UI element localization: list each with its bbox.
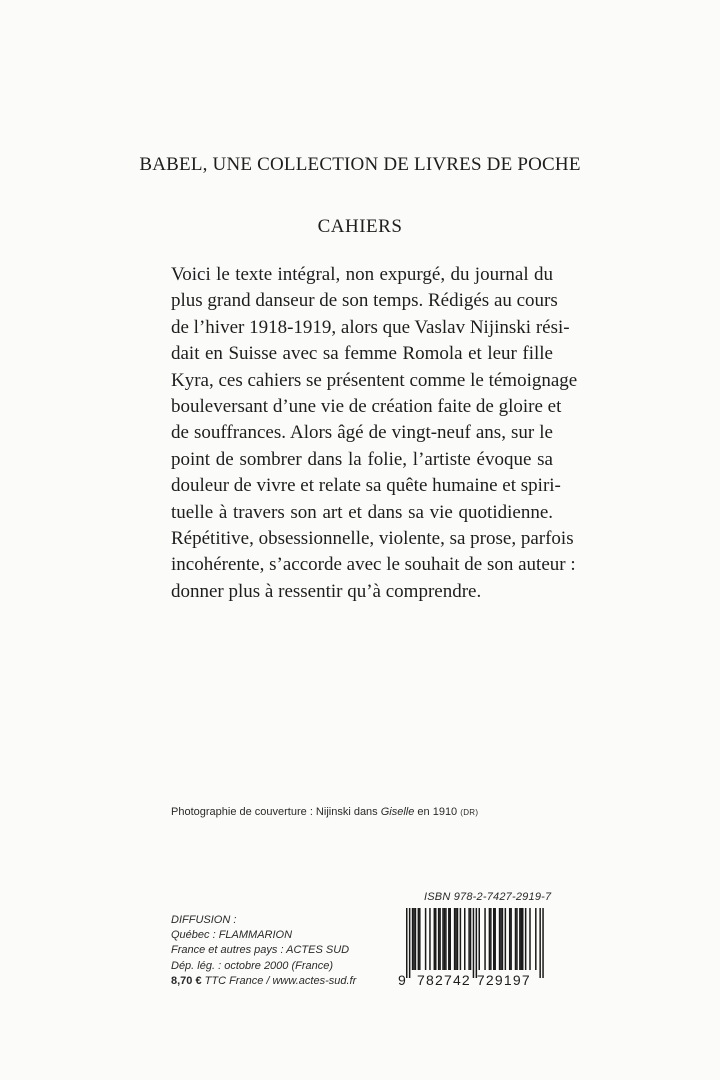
barcode-bar <box>519 908 521 970</box>
blurb-line: de l’hiver 1918-1919, alors que Vaslav Nijinski rési- <box>171 316 570 338</box>
barcode-bar <box>438 908 440 970</box>
price: 8,70 € <box>171 974 202 987</box>
cover-photo-credit <box>171 806 478 818</box>
series-title: BABEL, UNE COLLECTION DE LIVRES DE POCHE <box>139 154 581 175</box>
legal-deposit: Dép. lég. : octobre 2000 (France) <box>171 959 334 972</box>
barcode-bar <box>516 908 518 970</box>
barcode-bar <box>457 908 459 970</box>
barcode-bar <box>444 908 446 970</box>
barcode-bar <box>490 908 492 970</box>
barcode-guard-bar <box>406 908 408 978</box>
barcode-bar <box>445 908 447 970</box>
blurb-line: point de sombrer dans la folie, l’artiste évoque sa <box>171 448 553 470</box>
barcode-bar <box>435 908 437 970</box>
price-rest: TTC France / www.actes-sud.fr <box>201 974 357 987</box>
barcode-bar <box>500 908 502 970</box>
barcode-bar <box>450 908 452 970</box>
barcode-bar <box>434 908 436 970</box>
back-cover-blurb <box>171 262 578 605</box>
blurb-line: incohérente, s’accorde avec le souhait de son auteur : <box>171 554 576 576</box>
barcode-bar <box>510 908 512 970</box>
barcode-bar <box>448 908 450 970</box>
diffusion-heading: DIFFUSION : <box>171 914 237 926</box>
barcode-bar <box>479 908 481 970</box>
blurb-line: Répétitive, obsessionnelle, violente, sa prose, parfois <box>171 528 574 550</box>
barcode-bar <box>525 908 527 970</box>
barcode-bar <box>509 908 511 970</box>
barcode-guard-bar <box>542 908 544 978</box>
blurb-line: de souffrances. Alors âgé de vingt-neuf ans, sur le <box>171 422 553 444</box>
barcode-bar <box>413 908 415 970</box>
blurb-line: plus grand danseur de son temps. Rédigés au cours <box>171 290 558 312</box>
barcode-bar <box>418 908 420 970</box>
barcode-bar <box>493 908 495 970</box>
credit-suffix: en 1910 <box>414 806 461 818</box>
barcode-bar <box>412 908 414 970</box>
barcode-bar <box>415 908 417 970</box>
credit-prefix: Photographie de couverture : Nijinski dans <box>171 806 381 818</box>
distribution-info <box>171 913 356 989</box>
barcode-guard-bar <box>539 908 541 978</box>
barcode-bar <box>470 908 472 970</box>
credit-rights: (DR) <box>460 808 479 817</box>
barcode-bar <box>429 908 431 970</box>
barcode-guard-bar <box>409 908 411 978</box>
blurb-line: donner plus à ressentir qu’à comprendre. <box>171 580 482 602</box>
barcode-right-group: 729197 <box>476 972 531 988</box>
isbn-number: ISBN 978-2-7427-2919-7 <box>424 891 552 903</box>
barcode-digits <box>398 972 531 988</box>
diffusion-france: France et autres pays : ACTES SUD <box>171 944 350 957</box>
barcode-bar <box>468 908 470 970</box>
price-line <box>171 974 356 989</box>
barcode-bar <box>425 908 427 970</box>
barcode-bar <box>502 908 504 970</box>
barcode-bar <box>439 908 441 970</box>
barcode-bar <box>494 908 496 970</box>
barcode-bar <box>460 908 462 970</box>
barcode-first-digit: 9 <box>398 972 407 988</box>
blurb-line: Kyra, ces cahiers se présentent comme le témoignage <box>171 369 578 391</box>
barcode-bar <box>489 908 491 970</box>
barcode-bar <box>522 908 524 970</box>
blurb-line: douleur de vivre et relate sa quête humaine et spiri- <box>171 475 561 497</box>
barcode-left-group: 782742 <box>417 972 471 988</box>
barcode-bar <box>515 908 517 970</box>
blurb-line: dait en Suisse avec sa femme Romola et leur fille <box>171 343 553 365</box>
barcode-bar <box>464 908 466 970</box>
barcode-bar <box>499 908 501 970</box>
barcode-bar <box>521 908 523 970</box>
barcode-bar <box>454 908 456 970</box>
blurb-line: Voici le texte intégral, non expurgé, du journal du <box>171 264 553 285</box>
barcode-bar <box>484 908 486 970</box>
barcode-bar <box>535 908 537 970</box>
barcode-bar <box>442 908 444 970</box>
book-title: CAHIERS <box>317 216 403 237</box>
barcode-bar <box>505 908 507 970</box>
blurb-line: bouleversant d’une vie de création faite de gloire et <box>171 396 562 418</box>
barcode-bar <box>529 908 531 970</box>
barcode-guard-bar <box>476 908 478 978</box>
blurb-line: tuelle à travers son art et dans sa vie quotidienne. <box>171 501 553 523</box>
barcode-bar <box>455 908 457 970</box>
barcode-guard-bar <box>473 908 475 978</box>
barcode-bar <box>419 908 421 970</box>
diffusion-quebec: Québec : FLAMMARION <box>171 929 293 942</box>
credit-work: Giselle <box>380 806 415 818</box>
